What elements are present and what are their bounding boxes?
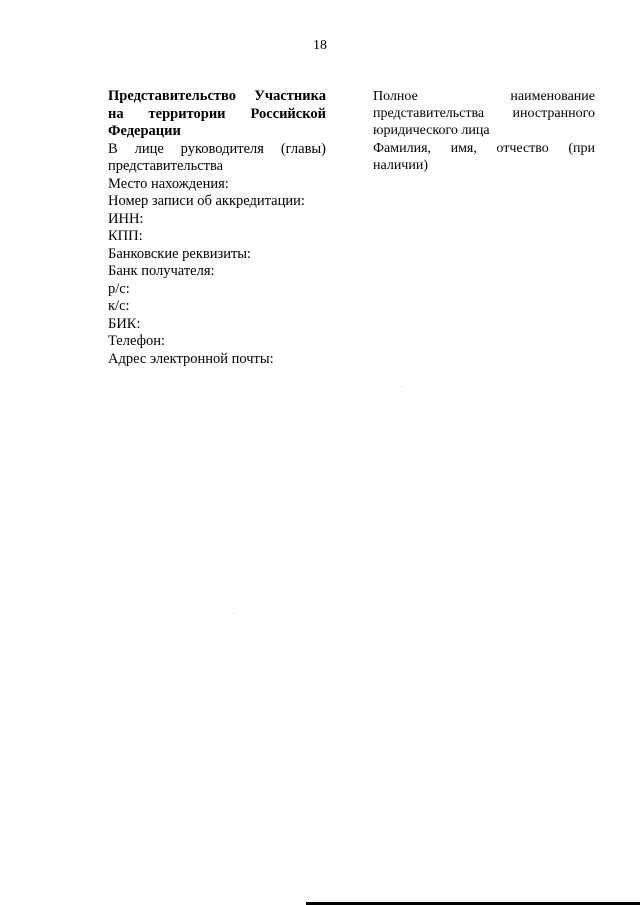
field-location: Место нахождения: — [108, 175, 229, 192]
full-name-note: Полное наименование представительства иностранного юридического лица — [373, 89, 595, 138]
field-kpp: КПП: — [108, 228, 143, 244]
person-name-note: Фамилия, имя, отчество (при наличии) — [373, 141, 595, 173]
field-accreditation-record: Номер записи об аккредитации: — [108, 193, 305, 209]
scan-speck — [233, 613, 234, 614]
field-email: Адрес электронной почты: — [108, 350, 274, 367]
left-column — [108, 88, 326, 368]
representative-line: В лице руководителя (главы) представительства — [108, 140, 326, 174]
field-correspondent-account: к/с: — [108, 298, 130, 314]
representation-heading: Представительство Участника на территории Российской Федерации — [108, 88, 326, 139]
scan-speck — [401, 386, 402, 387]
field-bank-details: Банковские реквизиты: — [108, 245, 252, 262]
field-bik: БИК: — [108, 315, 141, 332]
field-settlement-account: р/с: — [108, 280, 130, 297]
page-number: 18 — [313, 38, 327, 53]
right-column — [373, 88, 595, 175]
field-recipient-bank: Банк получателя: — [108, 263, 215, 279]
field-phone: Телефон: — [108, 333, 166, 349]
field-inn: ИНН: — [108, 210, 144, 227]
